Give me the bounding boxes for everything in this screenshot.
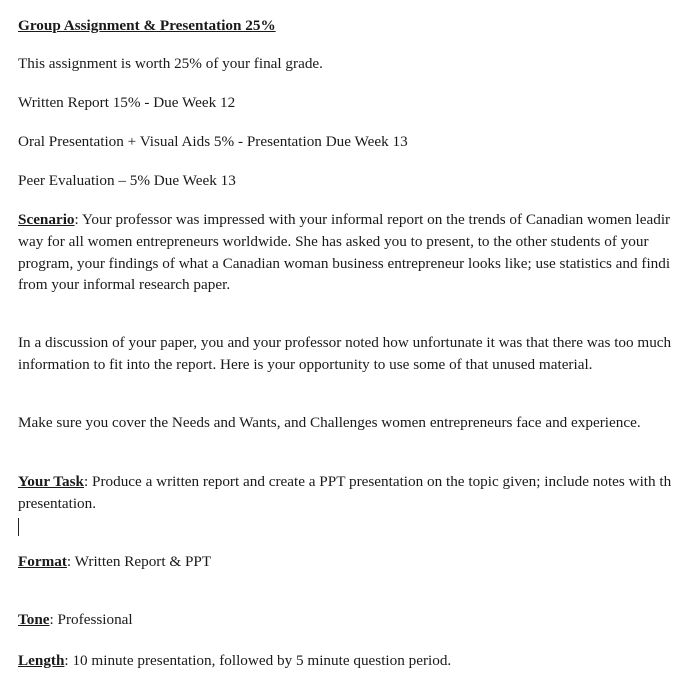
task-label: Your Task [18, 473, 84, 490]
document-title: Group Assignment & Presentation 25% [18, 17, 276, 34]
task-line-2: presentation. [18, 495, 97, 512]
discussion-line-2: information to fit into the report. Here is your opportunity to use some of that unused material. [18, 356, 593, 373]
breakdown-oral-presentation: Oral Presentation + Visual Aids 5% - Presentation Due Week 13 [18, 133, 408, 150]
scenario-label: Scenario [18, 211, 75, 228]
task-text: : Produce a written report and create a PPT presentation on the topic given; include notes with th [84, 473, 672, 490]
format-line [18, 551, 211, 573]
breakdown-peer-evaluation: Peer Evaluation – 5% Due Week 13 [18, 172, 236, 189]
tone-label: Tone [18, 611, 50, 628]
intro-text: This assignment is worth 25% of your final grade. [18, 55, 323, 72]
length-line [18, 650, 451, 672]
length-label: Length [18, 652, 65, 669]
discussion-line-1: In a discussion of your paper, you and your professor noted how unfortunate it was that there was too much [18, 334, 672, 351]
scenario-text: : Your professor was impressed with your informal report on the trends of Canadian women leadir [74, 211, 671, 228]
format-label: Format [18, 553, 67, 570]
scenario-line-2: way for all women entrepreneurs worldwide. She has asked you to present, to the other students of your [18, 233, 649, 250]
scenario-line-1 [18, 209, 670, 231]
text-cursor [18, 518, 19, 536]
breakdown-written-report: Written Report 15% - Due Week 12 [18, 94, 236, 111]
tone-line [18, 609, 133, 631]
needs-wants-line: Make sure you cover the Needs and Wants, and Challenges women entrepreneurs face and experience. [18, 414, 641, 431]
task-line-1 [18, 471, 671, 493]
format-text: : Written Report & PPT [66, 553, 212, 570]
scenario-line-3: program, your findings of what a Canadian woman business entrepreneur looks like; use statistics and findi [18, 255, 671, 272]
scenario-line-4: from your informal research paper. [18, 276, 231, 293]
tone-text: : Professional [49, 611, 133, 628]
length-text: : 10 minute presentation, followed by 5 minute question period. [64, 652, 452, 669]
